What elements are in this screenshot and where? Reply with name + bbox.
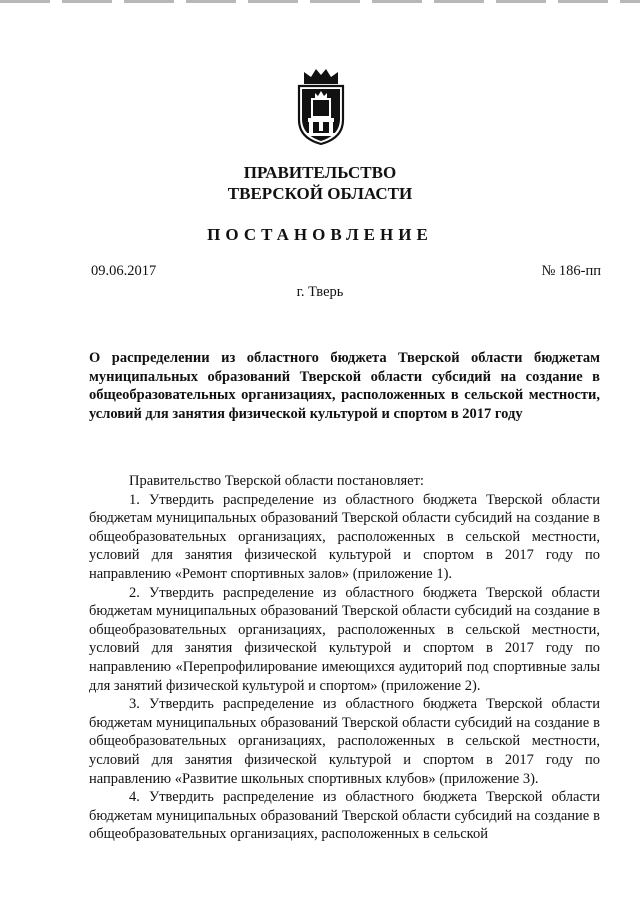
body-item-2: 2. Утвердить распределение из областного бюджета Тверской области бюджетам муниципальных образований Тверской области субсидий на создание в общеобразовательных организациях, расположенных в сельской местности, условий для занятия физической культурой и спортом в 2017 году по направлению «Перепрофилирование имеющихся аудиторий под спортивные залы для занятий физической культурой и спортом» (приложение 2). [89,584,600,694]
government-name-line1: ПРАВИТЕЛЬСТВО [243,163,397,182]
body-item-1: 1. Утвердить распределение из областного бюджета Тверской области бюджетам муниципальных образований Тверской области субсидий на создание в общеобразовательных организациях, расположенных в сельской местности, условий для занятия физической культурой и спортом в 2017 году по направлению «Ремонт спортивных залов» (приложение 1). [89,491,600,582]
body-item-4: 4. Утвердить распределение из областного бюджета Тверской области бюджетам муниципальных образований Тверской области субсидий на создание в общеобразовательных организациях, расположенных в сельской [89,789,600,843]
body-intro: Правительство Тверской области постановляет: [129,473,424,489]
government-name-line2: ТВЕРСКОЙ ОБЛАСТИ [227,184,413,203]
tver-coat-of-arms-icon [294,68,348,146]
document-city: г. Тверь [296,284,344,300]
document-subject: О распределении из областного бюджета Тверской области бюджетам муниципальных образований Тверской области субсидий на создание в общеобразовательных организациях, расположенных в сельской местности, условий для занятия физической культурой и спортом в 2017 году [89,350,600,422]
body-item-3: 3. Утвердить распределение из областного бюджета Тверской области бюджетам муниципальных образований Тверской области субсидий на создание в общеобразовательных организациях, расположенных в сельской местности, условий для занятия физической культурой и спортом в 2017 году по направлению «Развитие школьных спортивных клубов» (приложение 3). [89,696,600,787]
document-body [89,472,600,844]
scan-top-edge [0,0,640,3]
document-type-heading: ПОСТАНОВЛЕНИЕ [207,225,433,244]
document-number: № 186-пп [541,263,601,279]
document-date: 09.06.2017 [91,263,157,279]
